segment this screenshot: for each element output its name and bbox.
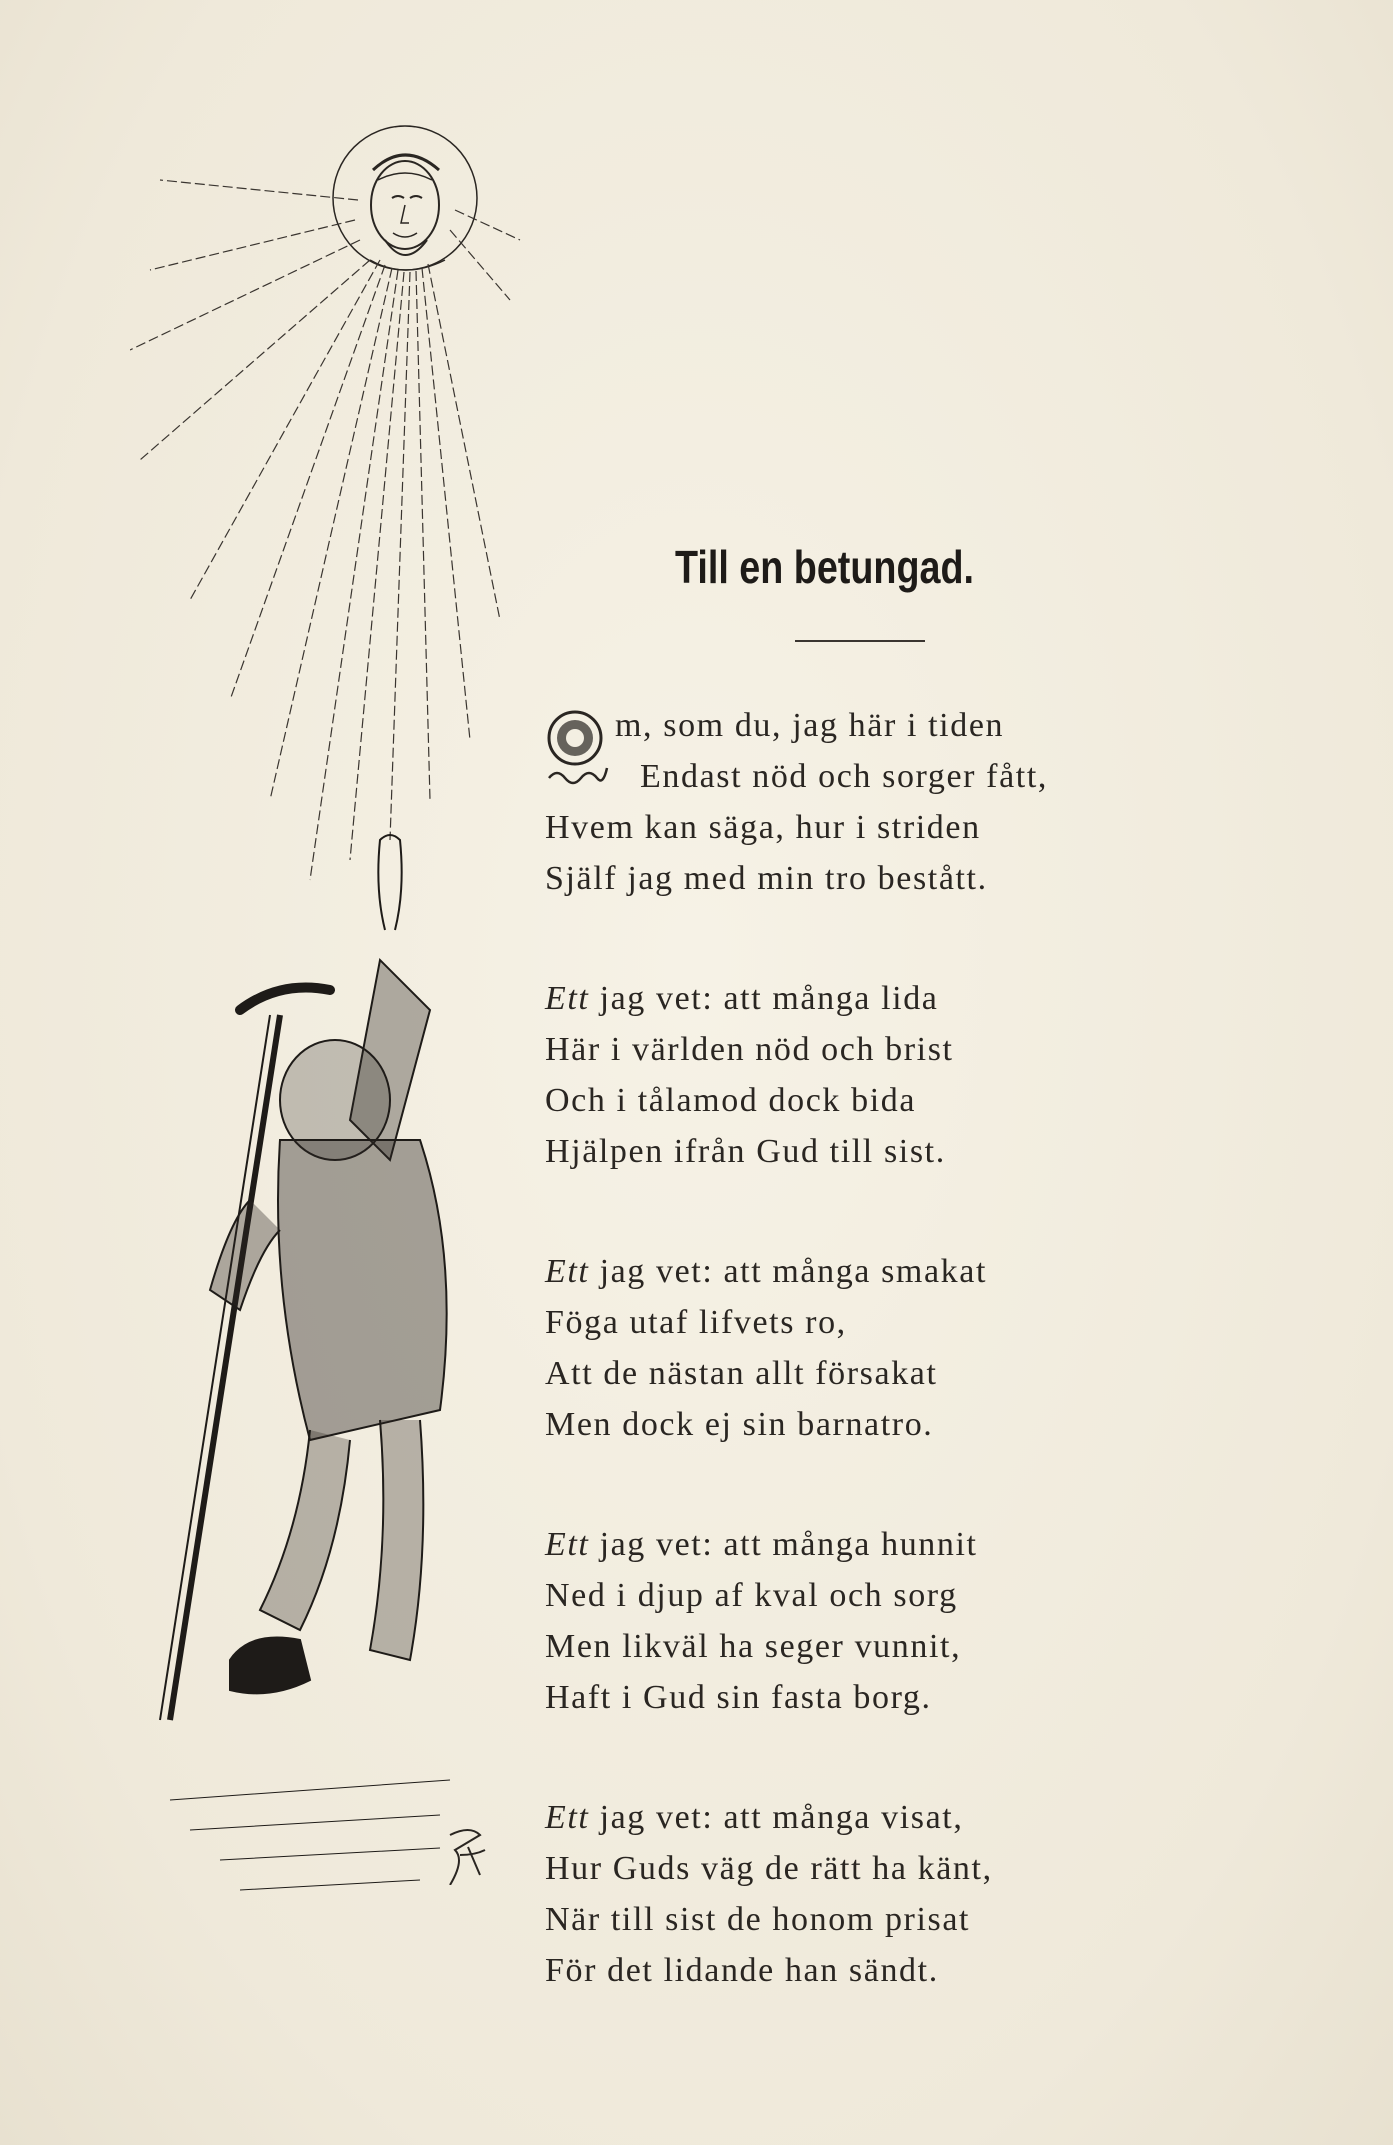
poem-line: Haft i Gud sin fasta borg. — [545, 1679, 932, 1716]
poem-line: Men dock ej sin barnatro. — [545, 1406, 934, 1443]
title-rule — [795, 640, 925, 642]
stanza — [545, 700, 1185, 904]
emphasis-word: Ett — [545, 980, 590, 1017]
stanza — [545, 1519, 1185, 1723]
poem-line — [545, 1519, 1185, 1570]
poem-line: Endast nöd och sorger fått, — [640, 758, 1048, 795]
emphasis-word: Ett — [545, 1526, 590, 1563]
dropcap-o-ornament — [545, 708, 609, 800]
line-text: jag vet: att många visat, — [589, 1799, 964, 1836]
light-rays — [130, 180, 520, 880]
poem-line: Själf jag med min tro bestått. — [545, 860, 988, 897]
poem-line: Och i tålamod dock bida — [545, 1082, 917, 1119]
line-text: m, som du, jag här i tiden — [615, 707, 1005, 744]
poem-line: När till sist de honom prisat — [545, 1901, 971, 1938]
poem-body — [545, 700, 1185, 2065]
poem-line: Hur Guds väg de rätt ha känt, — [545, 1850, 993, 1887]
christ-head-halo — [333, 126, 477, 270]
poem-line: För det lidande han sändt. — [545, 1952, 939, 1989]
poem-line — [545, 973, 1185, 1024]
poem-line: Att de nästan allt försakat — [545, 1355, 938, 1392]
poem-line: Här i världen nöd och brist — [545, 1031, 954, 1068]
emphasis-word: Ett — [545, 1799, 590, 1836]
poem-line: Föga utaf lifvets ro, — [545, 1304, 847, 1341]
poem-title: Till en betungad. — [675, 541, 974, 593]
poem-line: Hjälpen ifrån Gud till sist. — [545, 1133, 946, 1170]
artist-monogram — [440, 1825, 490, 1885]
stanza — [545, 973, 1185, 1177]
kneeling-man-illustration — [130, 100, 530, 1980]
line-text: jag vet: att många smakat — [589, 1253, 988, 1290]
poem-line — [545, 1792, 1185, 1843]
poem-line: Ned i djup af kval och sorg — [545, 1577, 958, 1614]
poem-line: Men likväl ha seger vunnit, — [545, 1628, 962, 1665]
emphasis-word: Ett — [545, 1253, 590, 1290]
poem-line — [545, 1246, 1185, 1297]
stanza — [545, 1246, 1185, 1450]
poem-line: Hvem kan säga, hur i striden — [545, 809, 981, 846]
poem-line — [545, 700, 1185, 751]
line-text: jag vet: att många hunnit — [589, 1526, 978, 1563]
line-text: jag vet: att många lida — [589, 980, 939, 1017]
stanza — [545, 1792, 1185, 1996]
kneeling-figure — [160, 835, 450, 1890]
